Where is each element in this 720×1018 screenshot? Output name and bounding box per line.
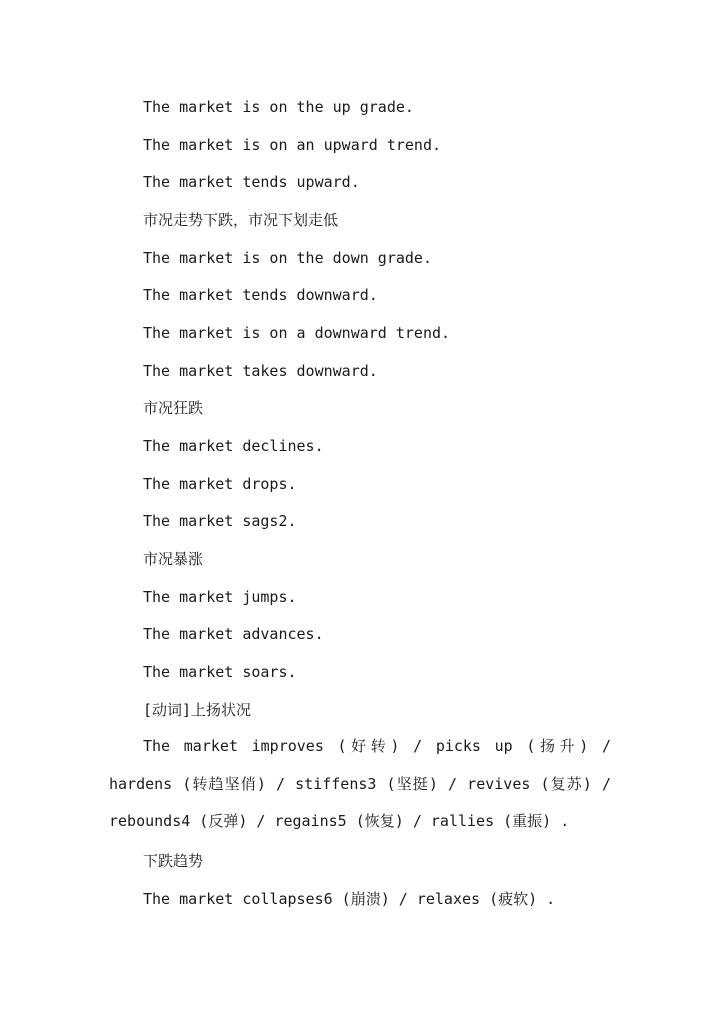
section-heading: 市况狂跌 [143,399,204,417]
text-line: The market takes downward. [143,362,378,380]
section-heading: 市况走势下跌，市况下划走低 [143,211,339,229]
paragraph-market-rise: The market improves (好转) / picks up (扬升) / hardens (转趋坚俏) / stiffens3 (坚挺) / revives (复苏) / rebounds4 (反弹) / regains5 (恢复) / rallies (重振) . [109,737,611,831]
text-line: The market is on the down grade. [143,249,432,267]
text-line: The market tends downward. [143,286,378,304]
text-line: The market soars. [143,663,297,681]
section-heading: 下跌趋势 [143,852,204,870]
text-line: The market sags2. [143,512,297,530]
text-line: The market is on a downward trend. [143,324,451,342]
text-line: The market tends upward. [143,173,360,191]
text-line: The market collapses6 (崩溃) / relaxes (疲软) . [143,890,556,908]
text-line: The market declines. [143,437,324,455]
text-line: The market advances. [143,625,324,643]
text-line: The market is on the up grade. [143,98,414,116]
text-line: The market jumps. [143,588,297,606]
section-heading: 市况暴涨 [143,550,204,568]
section-heading: [动词]上扬状况 [143,701,252,719]
text-line: The market drops. [143,475,297,493]
text-line: The market is on an upward trend. [143,136,442,154]
